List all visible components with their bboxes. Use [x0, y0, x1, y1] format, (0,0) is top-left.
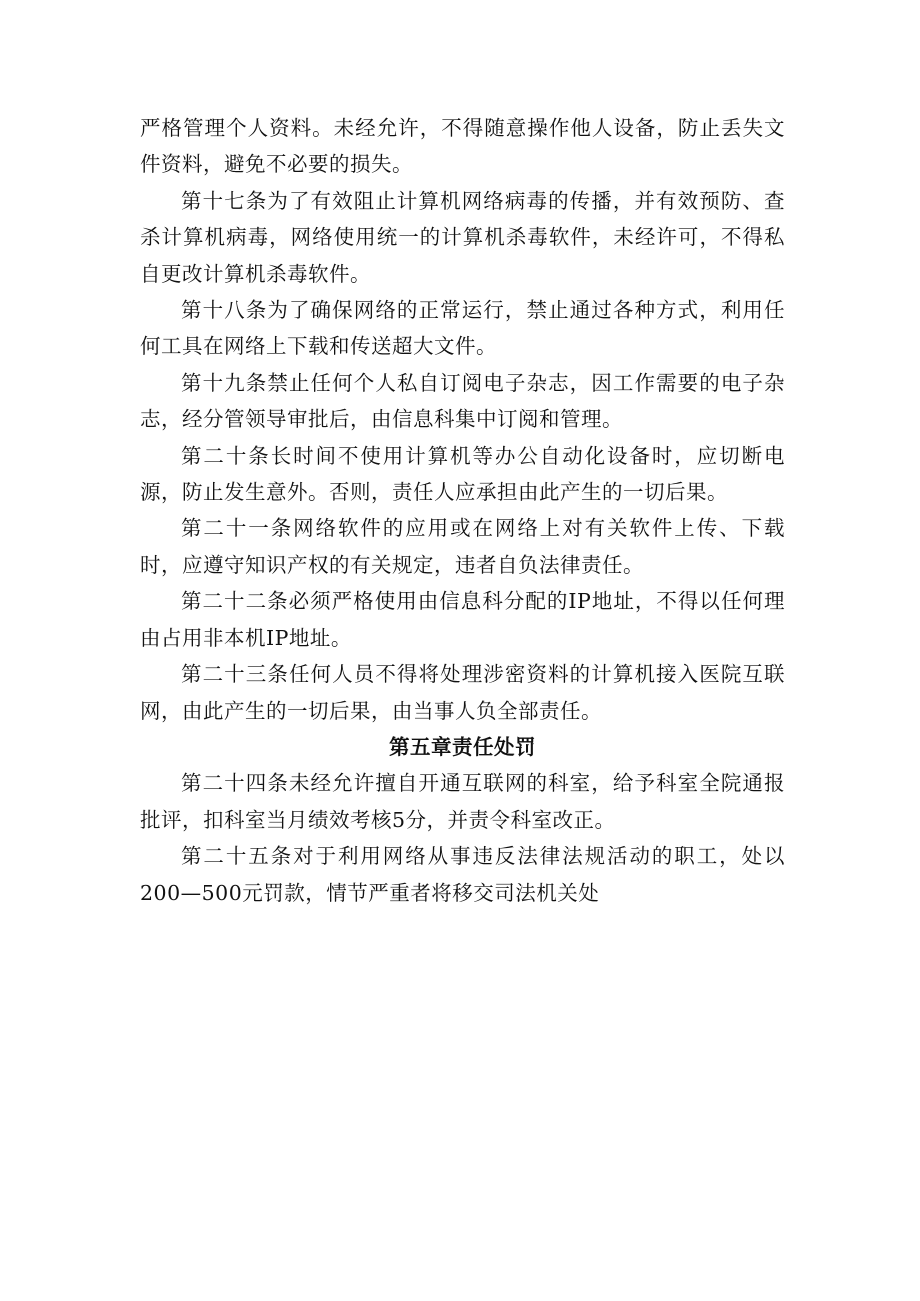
paragraph-article-18: 第十八条为了确保网络的正常运行，禁止通过各种方式，利用任何工具在网络上下载和传送超大文件。	[140, 298, 785, 359]
document-body	[140, 110, 785, 911]
paragraph-article-22: 第二十二条必须严格使用由信息科分配的IP地址，不得以任何理由占用非本机IP地址。	[140, 589, 785, 650]
paragraph-article-23: 第二十三条任何人员不得将处理涉密资料的计算机接入医院互联网，由此产生的一切后果，由当事人负全部责任。	[140, 662, 785, 723]
chapter-heading: 第五章责任处罚	[389, 734, 536, 759]
paragraph-continuation: 严格管理个人资料。未经允许，不得随意操作他人设备，防止丢失文件资料，避免不必要的损失。	[140, 116, 785, 177]
paragraph-article-20: 第二十条长时间不使用计算机等办公自动化设备时，应切断电源，防止发生意外。否则，责任人应承担由此产生的一切后果。	[140, 443, 785, 505]
paragraph-article-21: 第二十一条网络软件的应用或在网络上对有关软件上传、下载时，应遵守知识产权的有关规定，违者自负法律责任。	[140, 516, 785, 577]
paragraph-article-24: 第二十四条未经允许擅自开通互联网的科室，给予科室全院通报批评，扣科室当月绩效考核5分，并责令科室改正。	[140, 771, 785, 832]
paragraph-article-25: 第二十五条对于利用网络从事违反法律法规活动的职工，处以200—500元罚款，情节严重者将移交司法机关处	[140, 844, 785, 905]
paragraph-article-19: 第十九条禁止任何个人私自订阅电子杂志，因工作需要的电子杂志，经分管领导审批后，由信息科集中订阅和管理。	[140, 370, 785, 432]
paragraph-article-17: 第十七条为了有效阻止计算机网络病毒的传播，并有效预防、查杀计算机病毒，网络使用统一的计算机杀毒软件，未经许可，不得私自更改计算机杀毒软件。	[140, 188, 785, 286]
